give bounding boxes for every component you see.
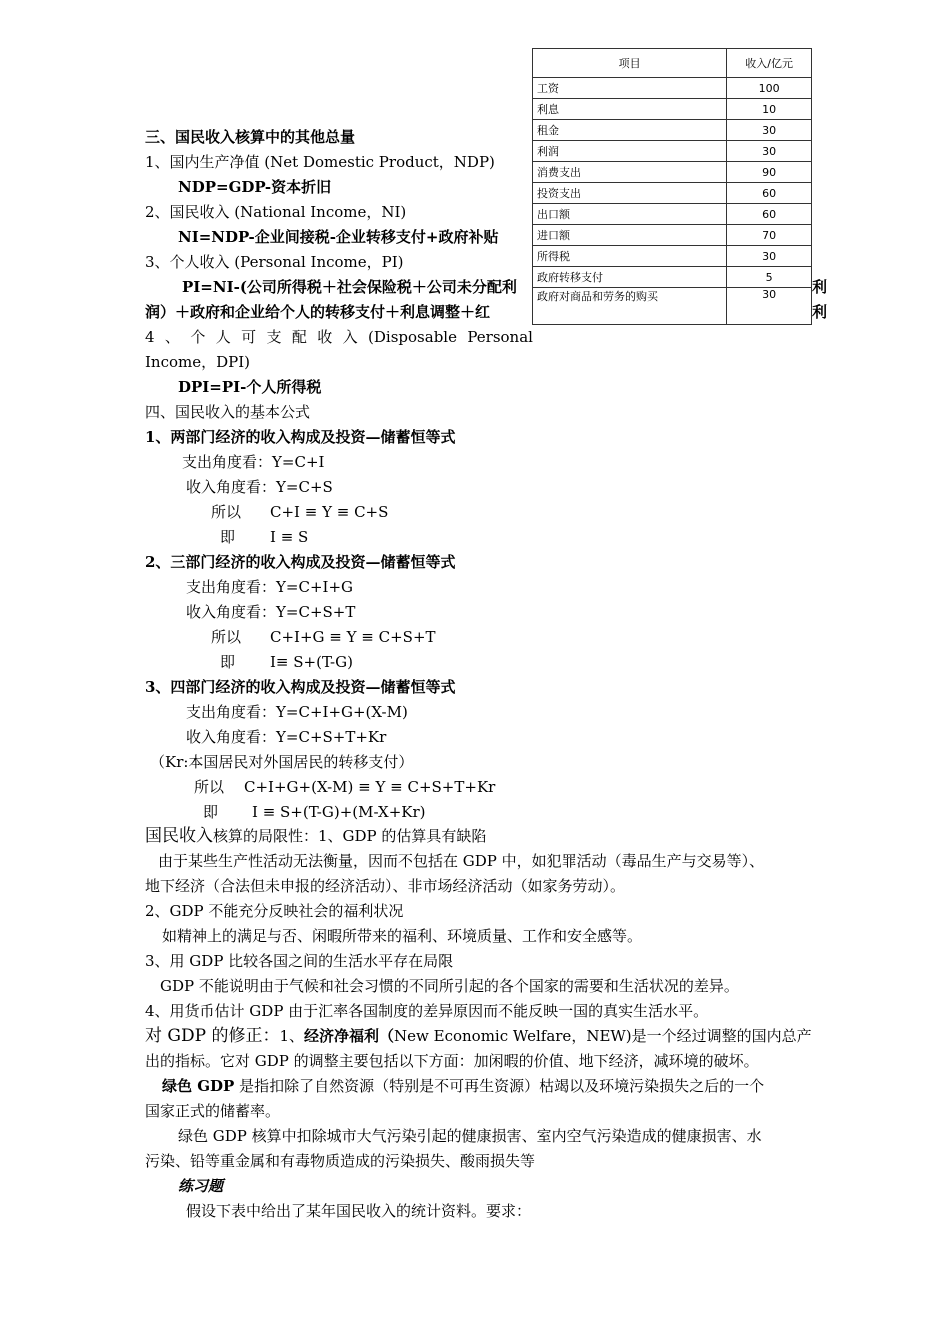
table-cell: 工资 [533, 78, 727, 99]
table-cell: 所得税 [533, 246, 727, 267]
correction-heading: 对 GDP 的修正：1、经济净福利（New Economic Welfare，NEW)是一个经过调整的国内总产 [145, 1026, 812, 1046]
dpi-heading: 4 、 个 人 可 支 配 收 入 (Disposable Personal [145, 328, 533, 346]
table-cell: 5 [727, 267, 812, 288]
limits-p1b: 地下经济（合法但未申报的经济活动）、非市场经济活动（如家务劳动）。 [145, 877, 626, 895]
table-row [533, 78, 812, 99]
pi-formula-line2-end: 利 [812, 303, 828, 321]
table-cell: 100 [727, 78, 812, 99]
table-cell: 30 [727, 246, 812, 267]
table-header: 项目 [533, 49, 727, 78]
green-gdp-accounting-cont: 污染、铅等重金属和有毒物质造成的污染损失、酸雨损失等 [145, 1152, 536, 1170]
table-cell: 出口额 [533, 204, 727, 225]
green-gdp-def: 绿色 GDP 是指扣除了自然资源（特别是不可再生资源）枯竭以及环境污染损失之后的一个 [162, 1077, 765, 1095]
limits-p4: 4、用货币估计 GDP 由于汇率各国制度的差异原因而不能反映一国的真实生活水平。 [145, 1002, 709, 1020]
three-sector-income: 收入角度看：Y=C+S+T [186, 603, 356, 621]
limits-p2a: 如精神上的满足与否、闲暇所带来的福利、环境质量、工作和安全感等。 [162, 927, 643, 945]
three-sector-expenditure: 支出角度看：Y=C+I+G [186, 578, 353, 596]
dpi-heading-cont: Income，DPI) [145, 353, 251, 371]
table-cell: 利润 [533, 141, 727, 162]
exercise-text: 假设下表中给出了某年国民收入的统计资料。要求： [186, 1202, 532, 1220]
income-table [532, 48, 812, 325]
four-sector-income: 收入角度看：Y=C+S+T+Kr [186, 728, 387, 746]
limits-p3a: GDP 不能说明由于气候和社会习惯的不同所引起的各个国家的需要和生活状况的差异。 [160, 977, 739, 995]
table-row [533, 204, 812, 225]
four-sector-note: （Kr:本国居民对外国居民的转移支付） [150, 753, 414, 771]
table-cell: 租金 [533, 120, 727, 141]
limits-p1a: 由于某些生产性活动无法衡量，因而不包括在 GDP 中，如犯罪活动（毒品生产与交易等）、 [158, 852, 765, 870]
four-sector-title: 3、四部门经济的收入构成及投资—储蓄恒等式 [145, 678, 456, 696]
two-sector-expenditure: 支出角度看：Y=C+I [182, 453, 325, 471]
table-row [533, 120, 812, 141]
two-sector-ie-label: 即 [220, 528, 236, 546]
four-sector-expenditure: 支出角度看：Y=C+I+G+(X-M) [186, 703, 408, 721]
three-sector-ie-label: 即 [220, 653, 236, 671]
table-cell: 10 [727, 99, 812, 120]
table-cell: 消费支出 [533, 162, 727, 183]
table-cell: 90 [727, 162, 812, 183]
two-sector-identity: C+I ≡ Y ≡ C+S [270, 503, 389, 521]
table-row [533, 246, 812, 267]
two-sector-income: 收入角度看：Y=C+S [186, 478, 333, 496]
two-sector-so-label: 所以 [211, 503, 242, 521]
table-row [533, 267, 812, 288]
exercise-title: 练习题 [178, 1177, 224, 1195]
table-cell: 投资支出 [533, 183, 727, 204]
table-cell: 30 [727, 120, 812, 141]
four-sector-is: I ≡ S+(T-G)+(M-X+Kr) [252, 803, 426, 821]
table-cell: 70 [727, 225, 812, 246]
correction-new-cont: 出的指标。它对 GDP 的调整主要包括以下方面：加闲暇的价值、地下经济，减环境的破坏。 [145, 1052, 759, 1070]
ni-heading: 2、国民收入 (National Income，NI) [145, 203, 407, 221]
four-sector-so-label: 所以 [194, 778, 225, 796]
table-cell: 60 [727, 183, 812, 204]
pi-heading: 3、个人收入 (Personal Income，PI) [145, 253, 404, 271]
ndp-heading: 1、国内生产净值 (Net Domestic Product，NDP) [145, 153, 495, 171]
two-sector-title: 1、两部门经济的收入构成及投资—储蓄恒等式 [145, 428, 456, 446]
limits-p2: 2、GDP 不能充分反映社会的福利状况 [145, 902, 404, 920]
table-row [533, 225, 812, 246]
table-cell: 30 [727, 141, 812, 162]
three-sector-title: 2、三部门经济的收入构成及投资—储蓄恒等式 [145, 553, 456, 571]
table-row [533, 288, 812, 325]
three-sector-so-label: 所以 [211, 628, 242, 646]
pi-formula-line1-end: 利 [812, 278, 828, 296]
table-cell: 利息 [533, 99, 727, 120]
section3-title: 三、国民收入核算中的其他总量 [145, 128, 356, 146]
table-row [533, 141, 812, 162]
green-gdp-def-cont: 国家正式的储蓄率。 [145, 1102, 281, 1120]
table-cell: 60 [727, 204, 812, 225]
table-cell: 进口额 [533, 225, 727, 246]
table-row [533, 99, 812, 120]
table-row [533, 162, 812, 183]
section4-title: 四、国民收入的基本公式 [145, 403, 311, 421]
two-sector-is: I ≡ S [270, 528, 309, 546]
limits-heading: 国民收入核算的局限性：1、GDP 的估算具有缺陷 [145, 826, 487, 846]
limits-p3: 3、用 GDP 比较各国之间的生活水平存在局限 [145, 952, 454, 970]
green-gdp-accounting: 绿色 GDP 核算中扣除城市大气污染引起的健康损害、室内空气污染造成的健康损害、水 [178, 1127, 762, 1145]
three-sector-is: I≡ S+(T-G) [270, 653, 353, 671]
ndp-formula: NDP=GDP-资本折旧 [178, 178, 332, 196]
table-cell: 30 [727, 288, 812, 325]
pi-formula-line2: 润）＋政府和企业给个人的转移支付＋利息调整＋红 [145, 303, 491, 321]
four-sector-identity: C+I+G+(X-M) ≡ Y ≡ C+S+T+Kr [244, 778, 496, 796]
table-header: 收入/亿元 [727, 49, 812, 78]
table-cell: 政府转移支付 [533, 267, 727, 288]
table-row [533, 183, 812, 204]
table-header-row [533, 49, 812, 78]
ni-formula: NI=NDP-企业间接税-企业转移支付+政府补贴 [178, 228, 499, 246]
dpi-formula: DPI=PI-个人所得税 [178, 378, 322, 396]
pi-formula-line1: PI=NI-(公司所得税＋社会保险税＋公司未分配利 [182, 278, 517, 296]
three-sector-identity: C+I+G ≡ Y ≡ C+S+T [270, 628, 436, 646]
four-sector-ie-label: 即 [203, 803, 219, 821]
table-cell: 政府对商品和劳务的购买 [533, 288, 727, 325]
